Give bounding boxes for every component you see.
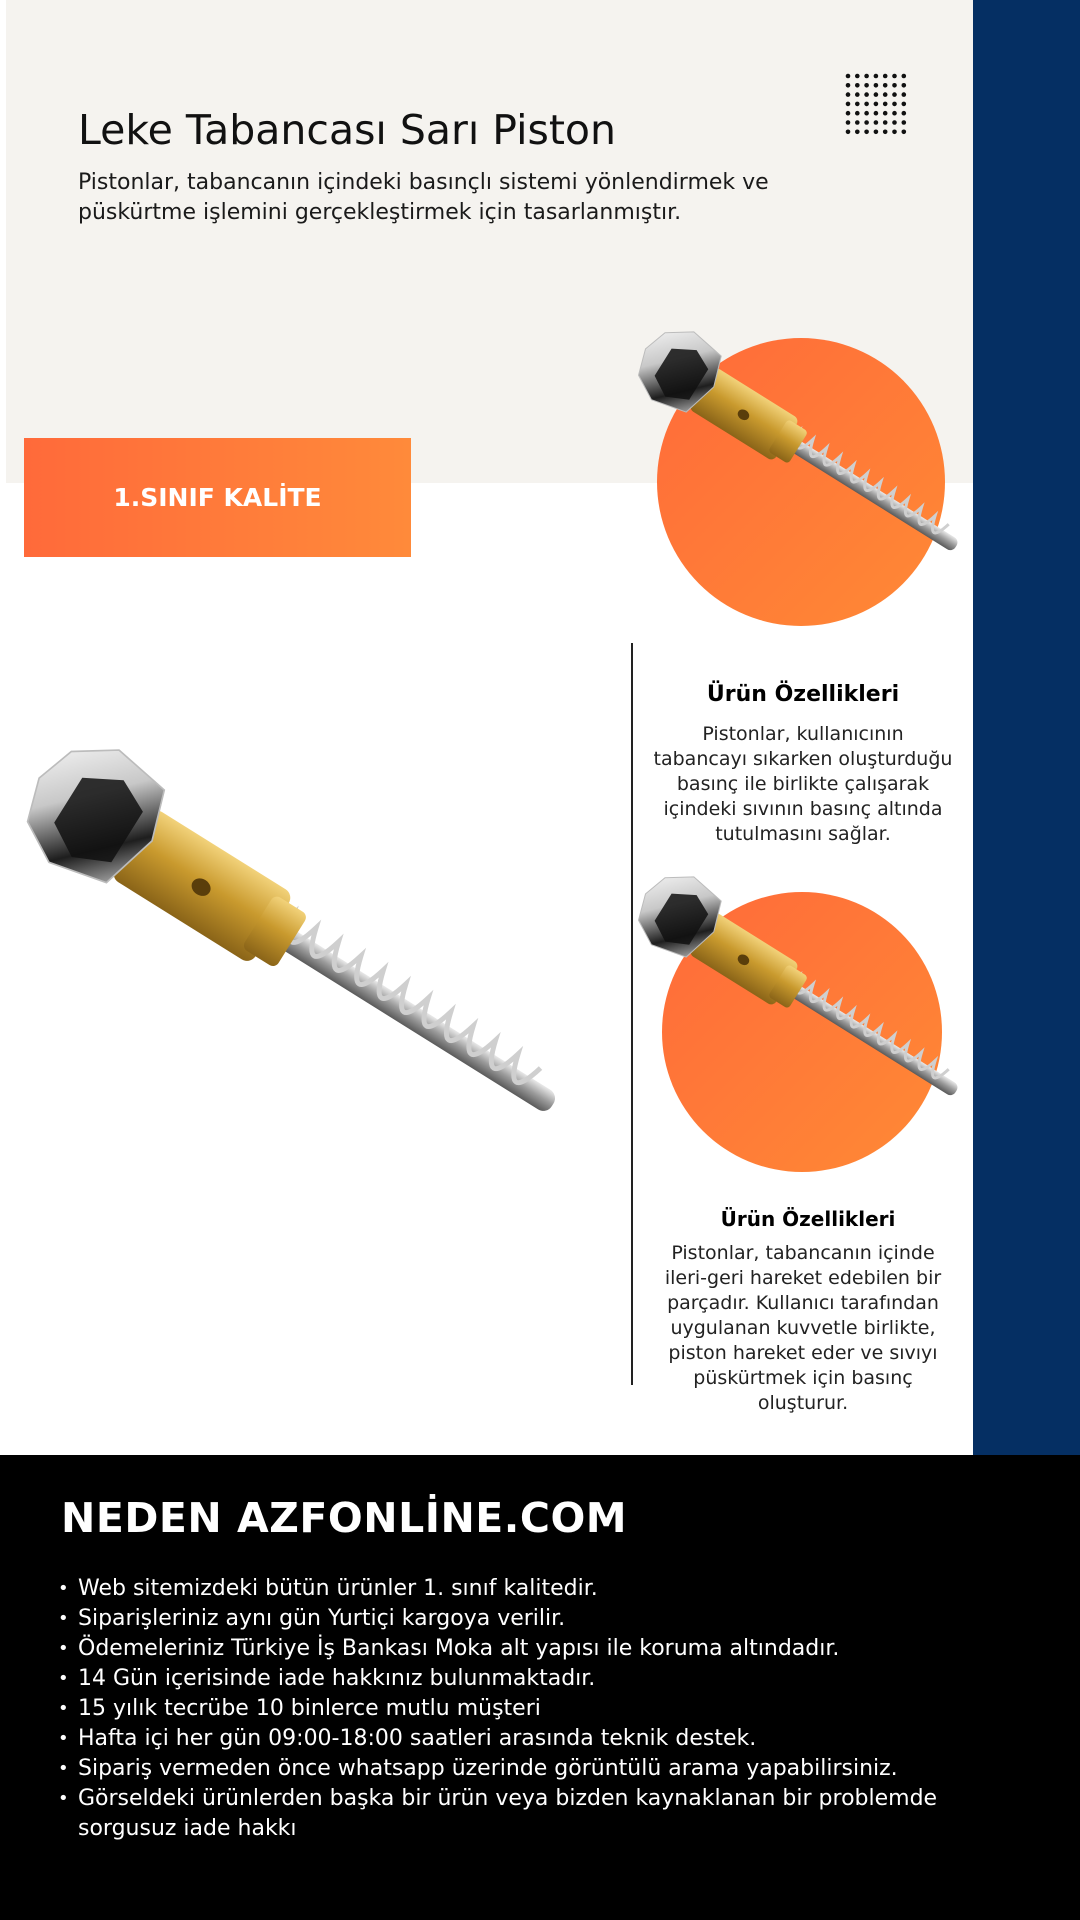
list-item: • Görseldeki ürünlerden başka bir ürün veya bizden kaynaklanan bir problemde sorgusuz iade hakkı bbox=[58, 1784, 1038, 1844]
benefits-list bbox=[58, 1574, 1038, 1844]
feature-title: Ürün Özellikleri bbox=[706, 682, 900, 707]
list-item: • 14 Gün içerisinde iade hakkınız bulunmaktadır. bbox=[58, 1664, 1038, 1694]
list-item: • Ödemeleriniz Türkiye İş Bankası Moka alt yapısı ile koruma altındadır. bbox=[58, 1634, 1038, 1664]
vertical-divider bbox=[631, 643, 633, 1385]
list-item: • Siparişleriniz aynı gün Yurtiçi kargoya verilir. bbox=[58, 1604, 1038, 1634]
why-us-heading: NEDEN AZFONLİNE.COM bbox=[61, 1494, 628, 1542]
quality-badge-label: 1.SINIF KALİTE bbox=[113, 483, 322, 512]
piston-image bbox=[640, 895, 980, 1155]
list-item: • Hafta içi her gün 09:00-18:00 saatleri arasında teknik destek. bbox=[58, 1724, 1038, 1754]
feature-title: Ürün Özellikleri bbox=[720, 1207, 896, 1231]
list-item: • Sipariş vermeden önce whatsapp üzerinde görüntülü arama yapabilirsiniz. bbox=[58, 1754, 1038, 1784]
page-subtitle: Pistonlar, tabancanın içindeki basınçlı sistemi yönlendirmek ve püskürtme işlemini gerçekleştirmek için tasarlanmıştır. bbox=[78, 170, 769, 225]
piston-image bbox=[640, 350, 980, 610]
quality-badge bbox=[24, 438, 411, 557]
navy-side-strip bbox=[973, 0, 1080, 1455]
feature-text: Pistonlar, tabancanın içinde ileri-geri hareket edebilen bir parçadır. Kullanıcı tarafından uygulanan kuvvetle birlikte, piston hareket eder ve sıvıyı püskürtmek için basınç oluşturur. bbox=[664, 1242, 942, 1414]
feature-text: Pistonlar, kullanıcının tabancayı sıkarken oluşturduğu basınç ile birlikte çalışarak içindeki sıvının basınç altında tutulmasını sağlar. bbox=[653, 723, 953, 845]
piston-image-large bbox=[30, 780, 610, 1210]
list-item: • 15 yılık tecrübe 10 binlerce mutlu müşteri bbox=[58, 1694, 1038, 1724]
list-item: • Web sitemizdeki bütün ürünler 1. sınıf kalitedir. bbox=[58, 1574, 1038, 1604]
page-title: Leke Tabancası Sarı Piston bbox=[78, 106, 617, 154]
left-margin-strip bbox=[0, 0, 6, 1455]
